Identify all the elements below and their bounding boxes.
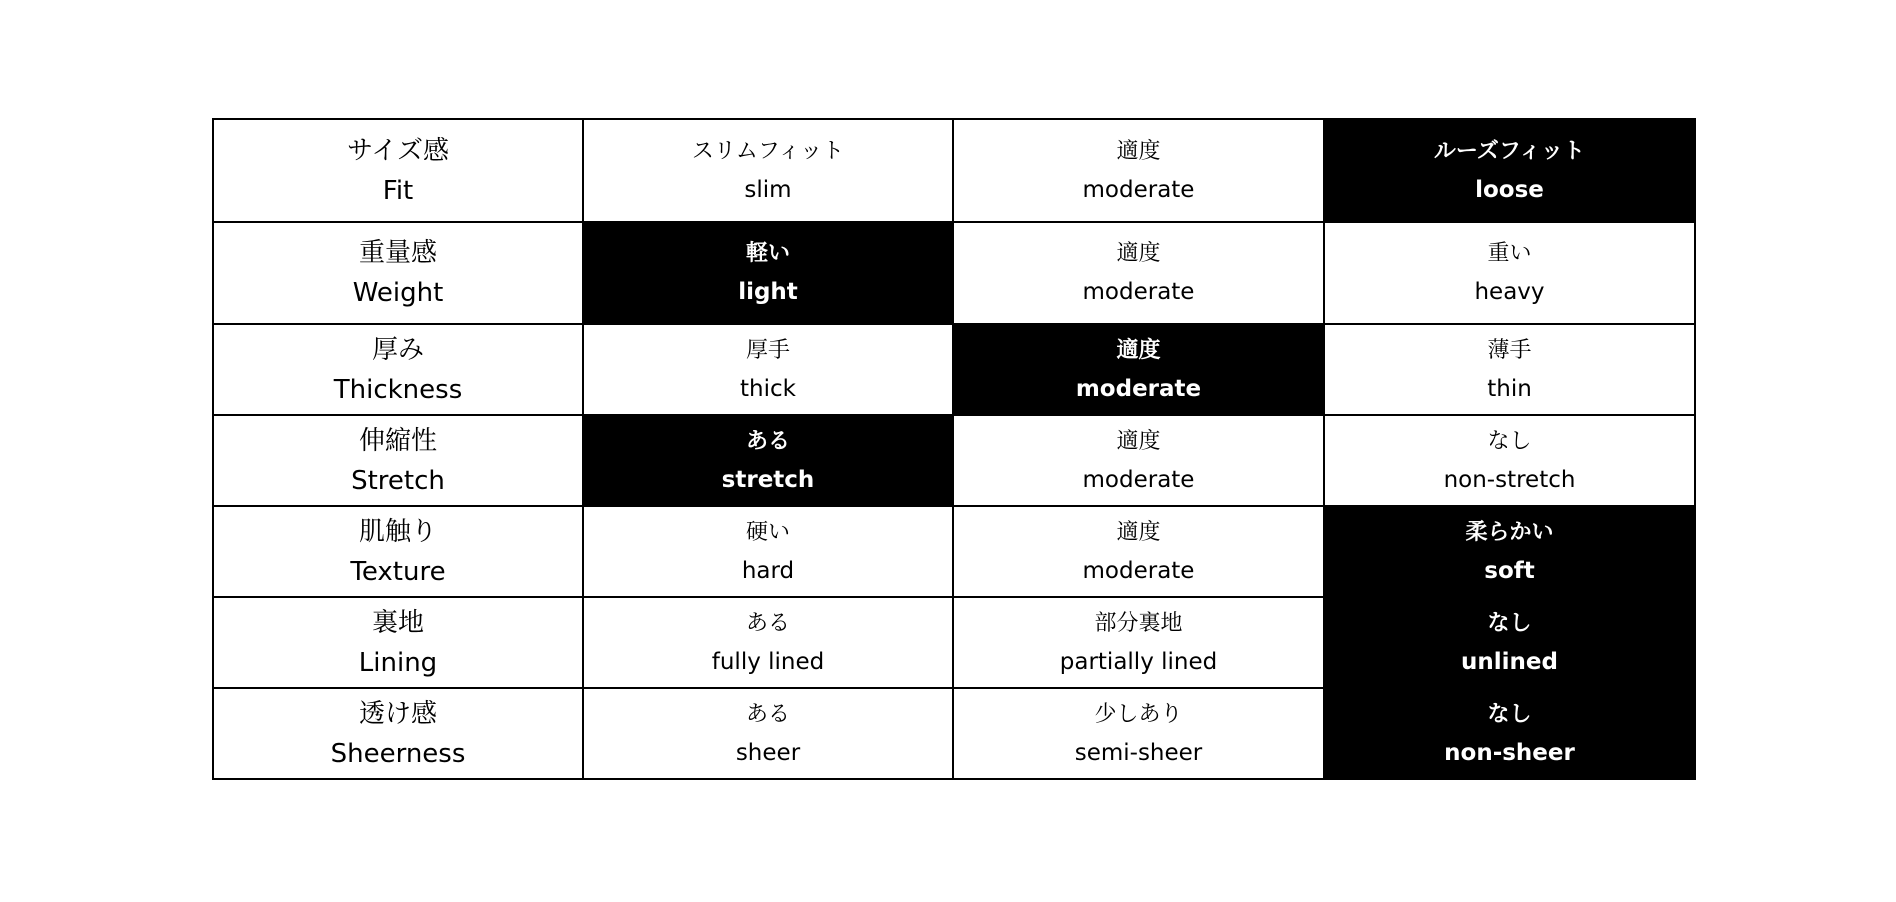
- option-label-jp: ある: [745, 701, 790, 727]
- spec-row-lining: [213, 597, 1695, 688]
- spec-row-fit: [213, 119, 1695, 222]
- option-label-jp: 適度: [1116, 428, 1161, 454]
- option-label-en: moderate: [1082, 466, 1195, 493]
- option-cell: [583, 324, 953, 415]
- option-cell-selected: [583, 415, 953, 506]
- option-label-en: non-sheer: [1444, 739, 1575, 766]
- option-label-en: moderate: [1082, 279, 1195, 305]
- option-cell: [1324, 415, 1695, 506]
- attribute-label-en: Fit: [382, 175, 414, 206]
- option-label-jp: 薄手: [1487, 337, 1532, 363]
- attribute-label-en: Sheerness: [330, 738, 466, 769]
- attribute-label-jp: 厚み: [371, 334, 424, 365]
- option-cell-selected: [1324, 688, 1695, 779]
- option-label-en: moderate: [1082, 557, 1195, 584]
- spec-row-sheerness: [213, 688, 1695, 779]
- option-label-jp: 適度: [1116, 241, 1161, 266]
- attribute-label-en: Thickness: [333, 374, 463, 405]
- spec-table-body: [213, 119, 1695, 779]
- option-label-en: partially lined: [1059, 648, 1218, 675]
- attribute-cell: [213, 222, 583, 324]
- attribute-cell: [213, 688, 583, 779]
- attribute-cell: [213, 119, 583, 222]
- option-label-jp: ルーズフィット: [1433, 138, 1586, 164]
- option-cell-selected: [1324, 597, 1695, 688]
- option-label-en: semi-sheer: [1074, 739, 1203, 766]
- attribute-label-en: Weight: [352, 278, 444, 308]
- option-label-en: non-stretch: [1443, 466, 1576, 493]
- option-label-en: thin: [1487, 375, 1532, 402]
- option-label-en: stretch: [721, 466, 815, 493]
- option-cell: [583, 597, 953, 688]
- option-cell-selected: [1324, 119, 1695, 222]
- option-label-jp: 厚手: [745, 337, 790, 363]
- option-label-en: unlined: [1461, 648, 1558, 675]
- option-label-en: thick: [740, 375, 796, 402]
- option-label-en: soft: [1484, 557, 1535, 584]
- spec-row-stretch: [213, 415, 1695, 506]
- option-cell: [583, 119, 953, 222]
- attribute-cell: [213, 324, 583, 415]
- option-label-jp: 部分裏地: [1094, 610, 1183, 636]
- option-label-jp: 適度: [1116, 337, 1161, 363]
- option-label-jp: ある: [745, 610, 790, 636]
- attribute-label-en: Lining: [358, 647, 438, 678]
- option-label-jp: ある: [745, 428, 790, 454]
- option-label-jp: 重い: [1487, 241, 1532, 266]
- option-label-en: fully lined: [711, 648, 825, 675]
- option-cell: [953, 506, 1324, 597]
- attribute-label-jp: 裏地: [371, 607, 424, 638]
- option-label-jp: なし: [1487, 701, 1532, 727]
- attribute-label-en: Texture: [350, 556, 446, 587]
- attribute-label-jp: 肌触り: [358, 516, 437, 547]
- option-label-en: loose: [1475, 176, 1544, 203]
- option-cell: [1324, 222, 1695, 324]
- option-cell: [953, 597, 1324, 688]
- option-cell: [953, 119, 1324, 222]
- option-label-en: sheer: [735, 739, 801, 766]
- option-label-jp: なし: [1487, 428, 1532, 454]
- option-cell: [953, 222, 1324, 324]
- attribute-label-jp: 重量感: [358, 238, 437, 268]
- option-label-jp: 適度: [1116, 138, 1161, 164]
- attribute-label-jp: サイズ感: [347, 135, 449, 166]
- option-label-en: heavy: [1474, 279, 1545, 305]
- option-label-jp: 軽い: [745, 241, 790, 266]
- option-label-en: slim: [744, 176, 792, 203]
- attribute-label-en: Stretch: [351, 465, 445, 496]
- option-label-jp: なし: [1487, 610, 1532, 636]
- attribute-cell: [213, 415, 583, 506]
- product-spec-table: [212, 118, 1696, 780]
- option-cell: [953, 415, 1324, 506]
- option-label-jp: 硬い: [745, 519, 790, 545]
- option-label-jp: 柔らかい: [1465, 519, 1554, 545]
- attribute-cell: [213, 506, 583, 597]
- option-label-jp: スリムフィット: [691, 138, 845, 164]
- option-cell: [953, 688, 1324, 779]
- option-label-jp: 適度: [1116, 519, 1161, 545]
- option-label-en: moderate: [1075, 375, 1202, 402]
- spec-row-thickness: [213, 324, 1695, 415]
- attribute-label-jp: 透け感: [358, 698, 437, 729]
- attribute-label-jp: 伸縮性: [358, 425, 437, 456]
- option-cell: [1324, 324, 1695, 415]
- option-cell-selected: [953, 324, 1324, 415]
- option-cell: [583, 506, 953, 597]
- option-label-en: hard: [741, 557, 795, 584]
- option-cell: [583, 688, 953, 779]
- option-label-jp: 少しあり: [1094, 701, 1183, 727]
- attribute-cell: [213, 597, 583, 688]
- option-label-en: light: [738, 279, 798, 305]
- option-label-en: moderate: [1082, 176, 1195, 203]
- option-cell-selected: [583, 222, 953, 324]
- option-cell-selected: [1324, 506, 1695, 597]
- spec-row-texture: [213, 506, 1695, 597]
- spec-row-weight: [213, 222, 1695, 324]
